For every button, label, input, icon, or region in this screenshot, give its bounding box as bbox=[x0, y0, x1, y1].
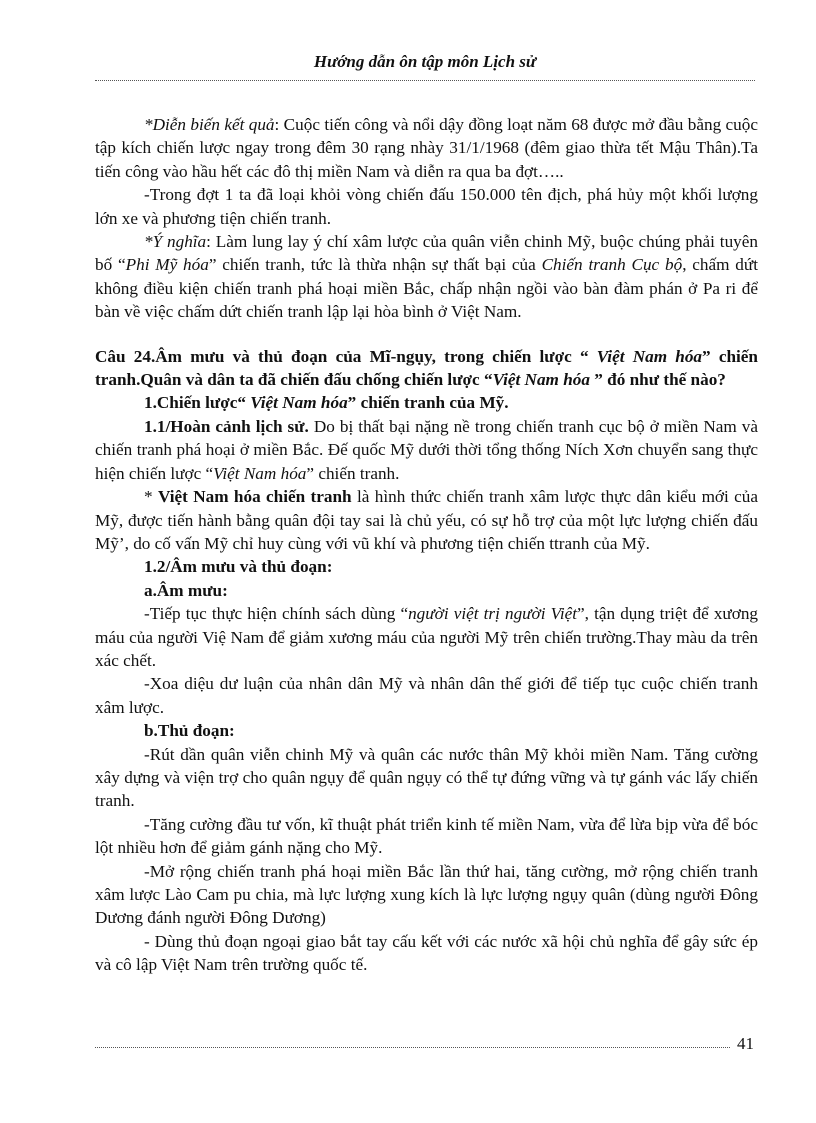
page-body bbox=[95, 113, 758, 977]
heading-text: ” đó như thế nào? bbox=[589, 370, 726, 390]
page-header-title: Hướng dẫn ôn tập môn Lịch sử bbox=[313, 52, 537, 71]
heading-text: 1.Chiến lược“ bbox=[144, 393, 251, 413]
header-dotted-rule bbox=[95, 80, 755, 81]
label-dien-bien: *Diễn biến kết quả bbox=[144, 115, 275, 134]
section-1-2-heading: 1.2/Âm mưu và thủ đoạn: bbox=[144, 557, 333, 577]
paragraph-hoan-canh bbox=[95, 415, 758, 485]
paragraph-viet-nam-hoa-definition bbox=[95, 485, 758, 555]
heading-text: Câu 24.Âm mưu và thủ đoạn của Mĩ-ngụy, trong chiến lược “ bbox=[95, 346, 597, 366]
heading-text: ” chiến tranh của Mỹ. bbox=[347, 393, 509, 413]
label-viet-nam-hoa: Việt Nam hóa chiến tranh bbox=[157, 487, 352, 507]
bullet-asterisk: * bbox=[144, 487, 158, 507]
paragraph-text: là hình thức chiến tranh xâm lược thực dân kiểu mới của Mỹ, được tiến hành bằng quân đội tay sai là chủ yếu, có sự hỗ trợ của một lực lượng chiến đấu Mỹ’, do cố vấn Mỹ chỉ huy cùng với vũ khí và phương tiện chiến ttranh của Mỹ. bbox=[95, 487, 759, 553]
subsection-b-heading: b.Thủ đoạn: bbox=[144, 721, 235, 741]
paragraph-text: ”, tận dụng triệt để xương máu của người Việ Nam để giảm xương máu của người Mỹ trên chiến trường.Thay màu da trên xác chết. bbox=[95, 604, 759, 670]
paragraph-text: ” chiến tranh, tức là thừa nhận sự thất bại của bbox=[208, 255, 542, 275]
paragraph-am-muu-2: -Xoa diệu dư luận của nhân dân Mỹ và nhân dân thế giới để tiếp tục cuộc chiến tranh xâm lược. bbox=[95, 674, 758, 717]
paragraph-text: Do bị thất bại nặng nề trong chiến tranh cục bộ ở miền Nam và chiến tranh phá hoại ở miền Bắc. Đế quốc Mỹ dưới thời tổng thống Ních Xơn chuyển sang thực hiện chiến lược “ bbox=[95, 416, 758, 483]
italic-term: Chiến tranh Cục bộ bbox=[541, 255, 683, 275]
italic-term: Phi Mỹ hóa bbox=[125, 255, 209, 275]
heading-text: ” chiến tranh.Quân và dân ta đã chiến đấu chống chiến lược “ bbox=[95, 346, 758, 390]
question-24-heading bbox=[95, 345, 758, 392]
paragraph-thu-doan-2: -Tăng cường đầu tư vốn, kĩ thuật phát triển kinh tế miền Nam, vừa để lừa bịp vừa để bóc lột nhiều hơn để giảm gánh nặng cho Mỹ. bbox=[95, 814, 758, 858]
paragraph-thu-doan-3: -Mở rộng chiến tranh phá hoại miền Bắc lần thứ hai, tăng cường, mở rộng chiến tranh xâm lược Lào Cam pu chia, mà lực lượng xung kích là lực lượng ngụy quân (dùng người Đông Dương đánh người Đông Dương) bbox=[95, 861, 758, 928]
label-y-nghia: *Ý nghĩa bbox=[144, 232, 207, 252]
paragraph-thu-doan-1: -Rút dần quân viễn chinh Mỹ và quân các nước thân Mỹ khỏi miền Nam. Tăng cường xây dựng và viện trợ cho quân ngụy để quân ngụy có thể tự đứng vững và tự gánh vác lấy chiến tranh. bbox=[95, 744, 758, 811]
label-hoan-canh: 1.1/Hoàn cảnh lịch sử. bbox=[144, 416, 309, 436]
italic-term: người việt trị người Việt bbox=[408, 604, 578, 624]
footer-dotted-rule bbox=[95, 1047, 730, 1048]
paragraph-thu-doan-4: - Dùng thủ đoạn ngoại giao bắt tay cấu kết với các nước xã hội chủ nghĩa để gây sức ép và cô lập Việt Nam trên trường quốc tế. bbox=[95, 931, 758, 975]
paragraph-text: -Tiếp tục thực hiện chính sách dùng “ bbox=[144, 604, 409, 624]
spacer bbox=[95, 324, 758, 345]
section-1-heading bbox=[95, 391, 758, 414]
paragraph-text: : Làm lung lay ý chí xâm lược của quân viễn chinh Mỹ, buộc chúng phải tuyên bố “ bbox=[95, 232, 758, 275]
paragraph-dien-bien-ket-qua bbox=[95, 113, 758, 183]
paragraph-text: , chấm dứt không điều kiện chiến tranh phá hoại miền Bắc, chấp nhận ngồi vào bàn đàm phán ở Pa ri để bàn về việc chấm dứt chiến tranh lập lại hòa bình ở Việt Nam. bbox=[95, 255, 758, 322]
italic-term: Việt Nam hóa bbox=[596, 346, 703, 366]
paragraph-text: : Cuộc tiến công và nổi dậy đồng loạt năm 68 được mở đầu bằng cuộc tập kích chiến lược ngay trong đêm 30 rạng nhày 31/1/1968 (đêm giao thừa tết Mậu Thân).Ta tiến công vào hầu hết các đô thị miền Nam và diễn ra qua ba đợt….. bbox=[95, 115, 758, 181]
paragraph-am-muu-1 bbox=[95, 602, 758, 672]
italic-term: Việt Nam hóa bbox=[213, 463, 307, 483]
subsection-a-heading: a.Âm mưu: bbox=[144, 580, 228, 600]
page-number: 41 bbox=[737, 1034, 754, 1053]
paragraph-dot-1: -Trong đợt 1 ta đã loại khỏi vòng chiến đấu 150.000 tên địch, phá hủy một khối lượng lớn xe và phương tiện chiến tranh. bbox=[95, 185, 758, 228]
italic-term: Việt Nam hóa bbox=[492, 370, 590, 390]
paragraph-y-nghia bbox=[95, 230, 758, 324]
italic-term: Việt Nam hóa bbox=[250, 393, 348, 413]
paragraph-text: ” chiến tranh. bbox=[306, 463, 400, 483]
